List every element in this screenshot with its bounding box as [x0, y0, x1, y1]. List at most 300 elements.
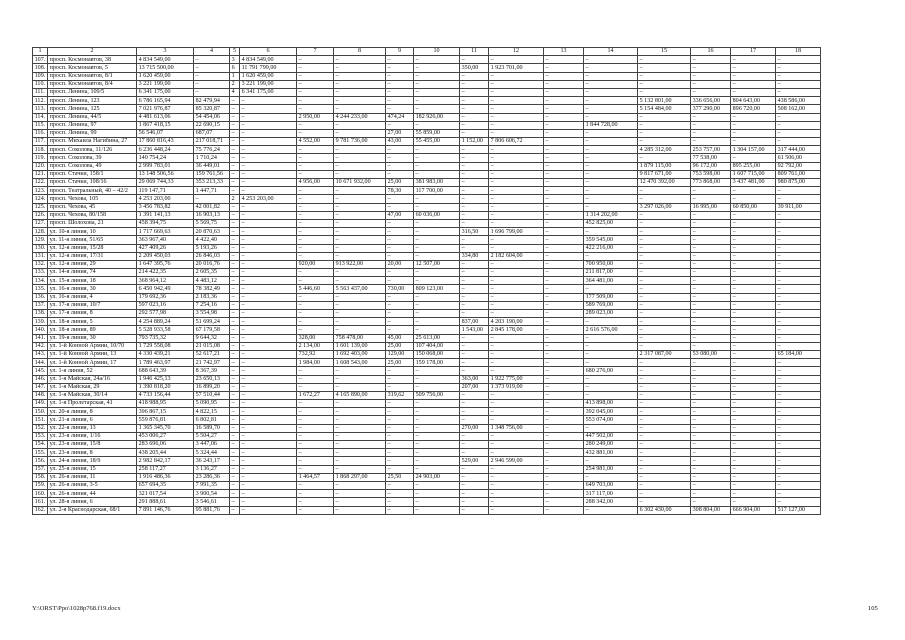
- value-cell: –: [386, 64, 414, 72]
- value-cell: –: [776, 113, 821, 121]
- value-cell: –: [638, 88, 691, 96]
- value-cell: 150 068,00: [414, 350, 460, 358]
- value-cell: –: [230, 170, 240, 178]
- value-cell: –: [731, 56, 776, 64]
- value-cell: 359 545,00: [584, 236, 638, 244]
- value-cell: 47,00: [386, 211, 414, 219]
- value-cell: –: [731, 391, 776, 399]
- value-cell: –: [386, 236, 414, 244]
- value-cell: –: [731, 113, 776, 121]
- table-row: [33, 408, 821, 416]
- value-cell: –: [230, 441, 240, 449]
- value-cell: 732,92: [297, 350, 334, 358]
- value-cell: 4 203 190,00: [489, 318, 544, 326]
- value-cell: –: [297, 236, 334, 244]
- value-cell: –: [297, 228, 334, 236]
- value-cell: 107 404,00: [414, 342, 460, 350]
- value-cell: 336 656,00: [691, 97, 731, 105]
- value-cell: –: [584, 473, 638, 481]
- value-cell: –: [584, 113, 638, 121]
- value-cell: –: [691, 391, 731, 399]
- value-cell: 1 789 463,97: [137, 359, 194, 367]
- register-table: [32, 47, 821, 515]
- value-cell: –: [334, 277, 386, 285]
- value-cell: –: [230, 367, 240, 375]
- value-cell: –: [334, 293, 386, 301]
- value-cell: –: [230, 301, 240, 309]
- value-cell: 39 911,00: [776, 203, 821, 211]
- header-cell: 15: [638, 48, 691, 56]
- value-cell: 793 735,32: [137, 334, 194, 342]
- row-number-cell: 132.: [33, 260, 48, 268]
- value-cell: –: [230, 350, 240, 358]
- value-cell: –: [731, 211, 776, 219]
- value-cell: –: [240, 416, 297, 424]
- value-cell: 217 018,71: [194, 138, 230, 146]
- value-cell: –: [489, 80, 544, 88]
- address-cell: ул. 1-я Майская, 30/14: [48, 391, 137, 399]
- row-number-cell: 133.: [33, 269, 48, 277]
- value-cell: –: [334, 170, 386, 178]
- value-cell: 427 409,26: [137, 244, 194, 252]
- value-cell: 177 509,00: [584, 293, 638, 301]
- value-cell: –: [240, 342, 297, 350]
- value-cell: –: [776, 375, 821, 383]
- row-number-cell: 115.: [33, 121, 48, 129]
- address-cell: ул. 26-я линия, 3-5: [48, 481, 137, 489]
- value-cell: –: [691, 498, 731, 506]
- value-cell: –: [230, 179, 240, 187]
- value-cell: 6 302 430,00: [638, 506, 691, 514]
- value-cell: –: [230, 416, 240, 424]
- value-cell: –: [460, 236, 489, 244]
- value-cell: –: [334, 64, 386, 72]
- table-row: [33, 277, 821, 285]
- table-row: [33, 187, 821, 195]
- row-number-cell: 150.: [33, 408, 48, 416]
- value-cell: 2 946 599,00: [489, 457, 544, 465]
- row-number-cell: 147.: [33, 383, 48, 391]
- value-cell: 29 069 744,33: [137, 179, 194, 187]
- value-cell: 2 982 842,17: [137, 457, 194, 465]
- value-cell: –: [414, 408, 460, 416]
- value-cell: –: [638, 424, 691, 432]
- table-row: [33, 301, 821, 309]
- header-cell: 2: [48, 48, 137, 56]
- value-cell: –: [776, 400, 821, 408]
- value-cell: –: [460, 80, 489, 88]
- row-number-cell: 137.: [33, 301, 48, 309]
- value-cell: –: [240, 121, 297, 129]
- value-cell: –: [638, 400, 691, 408]
- value-cell: –: [460, 179, 489, 187]
- value-cell: 688 643,39: [137, 367, 194, 375]
- value-cell: 758 478,00: [334, 334, 386, 342]
- value-cell: –: [414, 432, 460, 440]
- value-cell: –: [414, 367, 460, 375]
- value-cell: –: [584, 146, 638, 154]
- value-cell: –: [691, 408, 731, 416]
- value-cell: –: [460, 506, 489, 514]
- value-cell: –: [489, 449, 544, 457]
- value-cell: 96 172,00: [691, 162, 731, 170]
- value-cell: –: [489, 293, 544, 301]
- value-cell: –: [691, 138, 731, 146]
- value-cell: –: [414, 481, 460, 489]
- row-number-cell: 143.: [33, 350, 48, 358]
- value-cell: –: [776, 441, 821, 449]
- value-cell: –: [230, 375, 240, 383]
- row-number-cell: 162.: [33, 506, 48, 514]
- value-cell: –: [460, 441, 489, 449]
- value-cell: –: [460, 277, 489, 285]
- row-number-cell: 139.: [33, 318, 48, 326]
- value-cell: –: [638, 391, 691, 399]
- value-cell: 509 756,00: [414, 391, 460, 399]
- value-cell: 4 244 233,00: [334, 113, 386, 121]
- value-cell: –: [386, 121, 414, 129]
- value-cell: –: [776, 424, 821, 432]
- value-cell: –: [240, 146, 297, 154]
- value-cell: –: [731, 72, 776, 80]
- value-cell: 1 916 486,36: [137, 473, 194, 481]
- value-cell: –: [414, 424, 460, 432]
- address-cell: ул. 22-я линия, 13: [48, 424, 137, 432]
- value-cell: –: [414, 203, 460, 211]
- value-cell: –: [414, 146, 460, 154]
- value-cell: –: [460, 350, 489, 358]
- value-cell: –: [460, 334, 489, 342]
- value-cell: 6 786 165,94: [137, 97, 194, 105]
- value-cell: 11 791 799,00: [240, 64, 297, 72]
- value-cell: –: [297, 318, 334, 326]
- table-row: [33, 350, 821, 358]
- header-cell: 10: [414, 48, 460, 56]
- address-cell: просп. Космонавтов, 8/4: [48, 80, 137, 88]
- address-cell: просп. Чехова, 80/158: [48, 211, 137, 219]
- value-cell: –: [544, 334, 584, 342]
- value-cell: 3: [230, 56, 240, 64]
- value-cell: –: [230, 228, 240, 236]
- value-cell: –: [230, 113, 240, 121]
- value-cell: 5 132 801,00: [638, 97, 691, 105]
- value-cell: –: [334, 236, 386, 244]
- value-cell: –: [489, 285, 544, 293]
- value-cell: –: [414, 457, 460, 465]
- value-cell: –: [386, 80, 414, 88]
- value-cell: –: [691, 80, 731, 88]
- value-cell: –: [544, 367, 584, 375]
- value-cell: 3 447,06: [194, 441, 230, 449]
- address-cell: ул. 12-я линия, 29: [48, 260, 137, 268]
- value-cell: 53 080,00: [691, 350, 731, 358]
- address-cell: просп. Чехова, 45: [48, 203, 137, 211]
- value-cell: –: [544, 244, 584, 252]
- value-cell: –: [386, 481, 414, 489]
- value-cell: –: [460, 498, 489, 506]
- value-cell: 5 324,44: [194, 449, 230, 457]
- value-cell: –: [544, 310, 584, 318]
- value-cell: –: [297, 269, 334, 277]
- value-cell: –: [731, 187, 776, 195]
- value-cell: –: [297, 506, 334, 514]
- value-cell: –: [240, 383, 297, 391]
- address-cell: просп. Чехова, 105: [48, 195, 137, 203]
- table-row: [33, 334, 821, 342]
- value-cell: –: [460, 490, 489, 498]
- value-cell: –: [240, 219, 297, 227]
- value-cell: –: [544, 64, 584, 72]
- value-cell: –: [334, 219, 386, 227]
- value-cell: –: [731, 285, 776, 293]
- value-cell: 4 733 156,44: [137, 391, 194, 399]
- value-cell: –: [731, 465, 776, 473]
- value-cell: –: [334, 105, 386, 113]
- value-cell: –: [334, 244, 386, 252]
- value-cell: –: [691, 285, 731, 293]
- row-number-cell: 130.: [33, 244, 48, 252]
- value-cell: –: [230, 424, 240, 432]
- value-cell: –: [584, 375, 638, 383]
- value-cell: –: [240, 277, 297, 285]
- value-cell: –: [297, 375, 334, 383]
- row-number-cell: 120.: [33, 162, 48, 170]
- address-cell: ул. 17-я линия, 8: [48, 310, 137, 318]
- value-cell: –: [584, 228, 638, 236]
- header-cell: 8: [334, 48, 386, 56]
- value-cell: –: [240, 400, 297, 408]
- value-cell: –: [386, 449, 414, 457]
- value-cell: –: [240, 179, 297, 187]
- value-cell: –: [230, 342, 240, 350]
- row-number-cell: 161.: [33, 498, 48, 506]
- value-cell: –: [334, 408, 386, 416]
- value-cell: –: [297, 56, 334, 64]
- value-cell: –: [386, 432, 414, 440]
- value-cell: 55 859,00: [414, 129, 460, 137]
- value-cell: 1 879 115,00: [638, 162, 691, 170]
- table-row: [33, 490, 821, 498]
- value-cell: 270,00: [460, 424, 489, 432]
- value-cell: 1 447,71: [194, 187, 230, 195]
- value-cell: –: [460, 187, 489, 195]
- value-cell: 809 123,00: [414, 285, 460, 293]
- value-cell: –: [584, 56, 638, 64]
- value-cell: –: [691, 260, 731, 268]
- value-cell: –: [414, 277, 460, 285]
- value-cell: 117 700,00: [414, 187, 460, 195]
- value-cell: –: [414, 252, 460, 260]
- value-cell: –: [544, 301, 584, 309]
- value-cell: –: [776, 129, 821, 137]
- table-row: [33, 138, 821, 146]
- value-cell: –: [230, 310, 240, 318]
- value-cell: –: [489, 277, 544, 285]
- value-cell: –: [731, 260, 776, 268]
- value-cell: –: [240, 359, 297, 367]
- value-cell: –: [691, 129, 731, 137]
- row-number-cell: 148.: [33, 391, 48, 399]
- value-cell: 4 822,15: [194, 408, 230, 416]
- value-cell: –: [544, 97, 584, 105]
- value-cell: –: [386, 318, 414, 326]
- value-cell: 2 183,36: [194, 293, 230, 301]
- address-cell: просп. Стачки, 158/1: [48, 170, 137, 178]
- value-cell: 55 455,00: [414, 138, 460, 146]
- value-cell: –: [386, 367, 414, 375]
- row-number-cell: 131.: [33, 252, 48, 260]
- value-cell: 392 045,00: [584, 408, 638, 416]
- value-cell: 3 554,98: [194, 310, 230, 318]
- value-cell: –: [731, 252, 776, 260]
- value-cell: –: [731, 473, 776, 481]
- value-cell: –: [334, 269, 386, 277]
- value-cell: 809 761,00: [776, 170, 821, 178]
- value-cell: –: [584, 88, 638, 96]
- table-row: [33, 473, 821, 481]
- value-cell: 95 881,76: [194, 506, 230, 514]
- value-cell: –: [691, 400, 731, 408]
- value-cell: 438 586,00: [776, 97, 821, 105]
- value-cell: –: [638, 56, 691, 64]
- value-cell: 92 792,00: [776, 162, 821, 170]
- value-cell: –: [691, 490, 731, 498]
- value-cell: –: [584, 424, 638, 432]
- value-cell: 207,00: [460, 383, 489, 391]
- value-cell: –: [230, 334, 240, 342]
- value-cell: 2 605,35: [194, 269, 230, 277]
- value-cell: –: [776, 138, 821, 146]
- value-cell: –: [638, 310, 691, 318]
- value-cell: 12 507,00: [414, 260, 460, 268]
- value-cell: –: [297, 252, 334, 260]
- value-cell: –: [489, 129, 544, 137]
- value-cell: –: [334, 441, 386, 449]
- value-cell: –: [240, 375, 297, 383]
- address-cell: ул. 1-я линия, 52: [48, 367, 137, 375]
- value-cell: –: [334, 367, 386, 375]
- value-cell: –: [297, 187, 334, 195]
- header-cell: 16: [691, 48, 731, 56]
- value-cell: –: [386, 465, 414, 473]
- value-cell: –: [584, 359, 638, 367]
- value-cell: –: [297, 121, 334, 129]
- value-cell: –: [460, 129, 489, 137]
- value-cell: –: [638, 252, 691, 260]
- value-cell: 2 845 178,00: [489, 326, 544, 334]
- row-number-cell: 149.: [33, 400, 48, 408]
- value-cell: –: [638, 441, 691, 449]
- value-cell: –: [584, 64, 638, 72]
- value-cell: –: [544, 236, 584, 244]
- value-cell: –: [691, 359, 731, 367]
- value-cell: 422 216,00: [584, 244, 638, 252]
- value-cell: –: [460, 113, 489, 121]
- value-cell: 17 860 816,43: [137, 138, 194, 146]
- value-cell: 418 988,95: [137, 400, 194, 408]
- value-cell: –: [460, 97, 489, 105]
- value-cell: –: [240, 236, 297, 244]
- value-cell: –: [544, 285, 584, 293]
- value-cell: –: [414, 326, 460, 334]
- value-cell: –: [240, 391, 297, 399]
- value-cell: –: [297, 424, 334, 432]
- table-row: [33, 72, 821, 80]
- value-cell: –: [240, 211, 297, 219]
- value-cell: –: [297, 293, 334, 301]
- value-cell: –: [414, 121, 460, 129]
- value-cell: –: [638, 195, 691, 203]
- value-cell: –: [297, 72, 334, 80]
- value-cell: –: [460, 195, 489, 203]
- value-cell: 56 546,07: [137, 129, 194, 137]
- value-cell: –: [240, 129, 297, 137]
- value-cell: –: [297, 441, 334, 449]
- value-cell: –: [460, 154, 489, 162]
- value-cell: –: [460, 391, 489, 399]
- value-cell: –: [297, 326, 334, 334]
- value-cell: 25,00: [386, 179, 414, 187]
- value-cell: –: [489, 408, 544, 416]
- value-cell: –: [414, 310, 460, 318]
- value-cell: –: [460, 285, 489, 293]
- row-number-cell: 141.: [33, 334, 48, 342]
- value-cell: –: [240, 473, 297, 481]
- value-cell: –: [544, 88, 584, 96]
- value-cell: –: [691, 326, 731, 334]
- table-row: [33, 219, 821, 227]
- address-cell: просп. Михаила Нагибина, 27: [48, 138, 137, 146]
- value-cell: –: [544, 432, 584, 440]
- value-cell: –: [334, 80, 386, 88]
- value-cell: –: [731, 293, 776, 301]
- value-cell: 1 348 756,00: [489, 424, 544, 432]
- value-cell: 1 672,27: [297, 391, 334, 399]
- row-number-cell: 112.: [33, 97, 48, 105]
- value-cell: –: [584, 97, 638, 105]
- table-row: [33, 400, 821, 408]
- value-cell: –: [297, 310, 334, 318]
- table-row: [33, 383, 821, 391]
- header-cell: 12: [489, 48, 544, 56]
- value-cell: 666 904,00: [731, 506, 776, 514]
- value-cell: –: [489, 334, 544, 342]
- value-cell: 1 710,24: [194, 154, 230, 162]
- value-cell: –: [334, 457, 386, 465]
- value-cell: –: [230, 326, 240, 334]
- row-number-cell: 157.: [33, 465, 48, 473]
- value-cell: –: [638, 408, 691, 416]
- value-cell: –: [638, 359, 691, 367]
- register-table-body: [33, 48, 821, 515]
- value-cell: –: [638, 244, 691, 252]
- value-cell: –: [544, 400, 584, 408]
- value-cell: 57 510,44: [194, 391, 230, 399]
- value-cell: –: [230, 449, 240, 457]
- value-cell: –: [386, 424, 414, 432]
- row-number-cell: 154.: [33, 441, 48, 449]
- value-cell: –: [731, 219, 776, 227]
- value-cell: 20,00: [386, 260, 414, 268]
- value-cell: –: [414, 64, 460, 72]
- value-cell: –: [776, 367, 821, 375]
- value-cell: –: [776, 383, 821, 391]
- value-cell: –: [297, 277, 334, 285]
- value-cell: –: [489, 219, 544, 227]
- address-cell: ул. 1-я Майская, 29: [48, 383, 137, 391]
- value-cell: –: [584, 195, 638, 203]
- value-cell: 1 729 558,08: [137, 342, 194, 350]
